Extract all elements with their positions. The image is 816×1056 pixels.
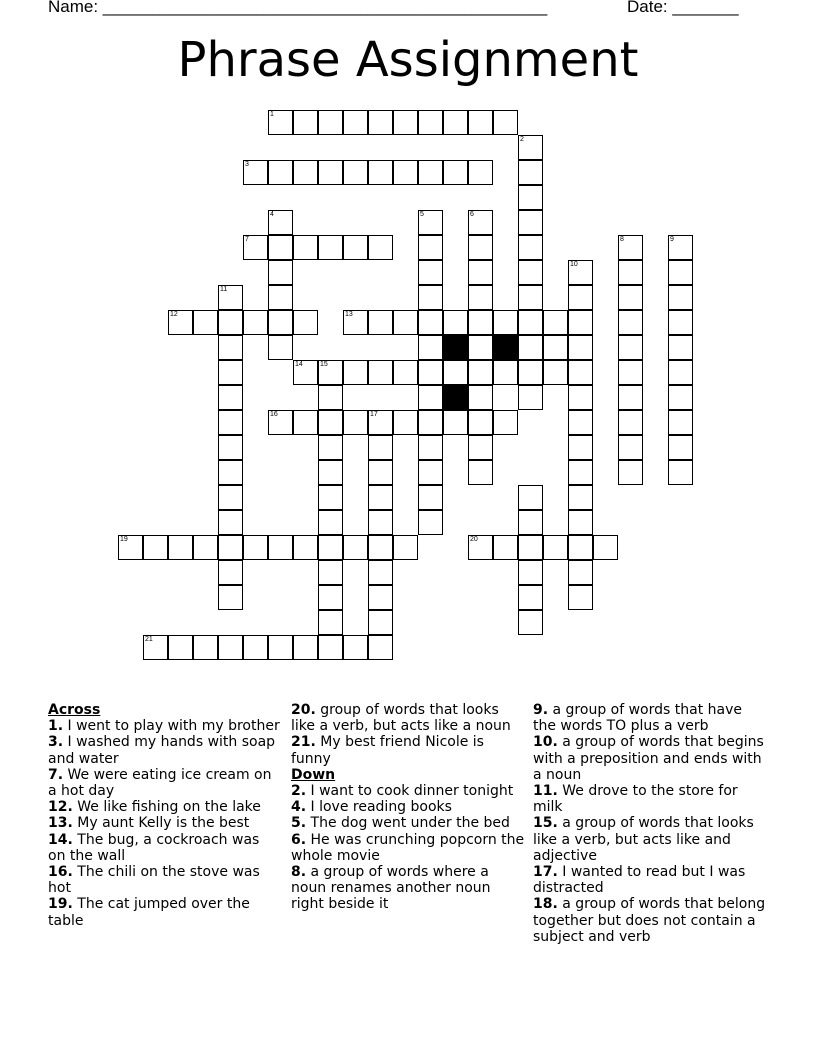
- clue-number: 5.: [291, 815, 307, 832]
- clue-number: 2.: [291, 783, 307, 800]
- clue-number: 3: [245, 161, 249, 168]
- grid-cell[interactable]: [318, 110, 343, 135]
- clue: [533, 783, 769, 815]
- clue: [48, 799, 280, 815]
- clue: [48, 815, 280, 831]
- grid-cell[interactable]: [418, 435, 443, 460]
- grid-cell[interactable]: [368, 460, 393, 485]
- grid-cell[interactable]: [618, 385, 643, 410]
- grid-cell[interactable]: [268, 635, 293, 660]
- grid-cell[interactable]: [543, 535, 568, 560]
- grid-cell[interactable]: [593, 535, 618, 560]
- clue-text: I wanted to read but I was distracted: [533, 864, 746, 897]
- page-title: Phrase Assignment: [177, 32, 639, 88]
- clue: [533, 896, 769, 945]
- grid-cell[interactable]: [318, 560, 343, 585]
- clue-number: 14: [295, 361, 303, 368]
- clues-column-1: [48, 702, 280, 929]
- grid-cell[interactable]: [443, 160, 468, 185]
- clue: [533, 734, 769, 783]
- grid-cell[interactable]: [468, 360, 493, 385]
- grid-cell[interactable]: [418, 310, 443, 335]
- grid-cell[interactable]: [668, 285, 693, 310]
- grid-cell[interactable]: [218, 335, 243, 360]
- grid-cell[interactable]: [568, 285, 593, 310]
- clue-number: 1: [270, 111, 274, 118]
- across-clue-list: [48, 718, 280, 929]
- grid-cell[interactable]: [443, 410, 468, 435]
- down-clue-list: [291, 783, 527, 913]
- grid-cell[interactable]: [418, 260, 443, 285]
- clue-number: 19.: [48, 896, 73, 913]
- clue-text: a group of words that looks like a verb, but acts like and adjective: [533, 815, 754, 864]
- grid-cell[interactable]: [468, 385, 493, 410]
- grid-cell[interactable]: [568, 460, 593, 485]
- grid-cell[interactable]: [518, 535, 543, 560]
- grid-cell[interactable]: [618, 335, 643, 360]
- grid-cell[interactable]: [268, 410, 293, 435]
- clue-number: 5: [420, 211, 424, 218]
- grid-cell[interactable]: [193, 310, 218, 335]
- clue-number: 3.: [48, 734, 64, 751]
- clue: [48, 718, 280, 734]
- grid-cell[interactable]: [268, 335, 293, 360]
- date-field[interactable]: Date: _______: [627, 0, 739, 16]
- grid-cell[interactable]: [493, 360, 518, 385]
- grid-cell[interactable]: [568, 335, 593, 360]
- grid-cell[interactable]: [493, 410, 518, 435]
- grid-cell[interactable]: [218, 460, 243, 485]
- grid-cell[interactable]: [468, 335, 493, 360]
- grid-cell[interactable]: [568, 435, 593, 460]
- clue-number: 18.: [533, 896, 558, 913]
- clue-number: 12: [170, 311, 178, 318]
- grid-cell[interactable]: [368, 435, 393, 460]
- grid-cell[interactable]: [318, 460, 343, 485]
- clue: [291, 734, 527, 766]
- grid-cell[interactable]: [293, 310, 318, 335]
- grid-cell[interactable]: [468, 435, 493, 460]
- grid-cell[interactable]: [218, 560, 243, 585]
- grid-cell[interactable]: [468, 285, 493, 310]
- grid-cell[interactable]: [418, 210, 443, 235]
- clue-text: a group of words that begins with a preposition and ends with a noun: [533, 734, 764, 783]
- clue-text: We drove to the store for milk: [533, 783, 738, 816]
- grid-cell[interactable]: [368, 310, 393, 335]
- grid-cell[interactable]: [343, 635, 368, 660]
- grid-cell[interactable]: [293, 160, 318, 185]
- grid-cell[interactable]: [618, 235, 643, 260]
- grid-cell[interactable]: [493, 310, 518, 335]
- clue-number: 21: [145, 636, 153, 643]
- grid-cell[interactable]: [293, 635, 318, 660]
- clue: [533, 864, 769, 896]
- clue-text: The chili on the stove was hot: [48, 864, 260, 897]
- grid-cell[interactable]: [243, 310, 268, 335]
- grid-cell[interactable]: [268, 260, 293, 285]
- grid-cell[interactable]: [218, 285, 243, 310]
- clue-number: 11: [220, 286, 228, 293]
- grid-cell[interactable]: [243, 235, 268, 260]
- grid-cell[interactable]: [268, 235, 293, 260]
- grid-cell[interactable]: [518, 160, 543, 185]
- clue-number: 7: [245, 236, 249, 243]
- grid-cell[interactable]: [443, 360, 468, 385]
- grid-cell[interactable]: [668, 260, 693, 285]
- clue-number: 11.: [533, 783, 558, 800]
- grid-cell[interactable]: [518, 335, 543, 360]
- clue: [291, 702, 527, 734]
- clue-text: My aunt Kelly is the best: [72, 815, 250, 832]
- grid-cell[interactable]: [368, 110, 393, 135]
- grid-cell[interactable]: [243, 160, 268, 185]
- grid-cell[interactable]: [668, 435, 693, 460]
- clue-number: 4: [270, 211, 274, 218]
- blocked-cell: [493, 335, 518, 360]
- grid-cell[interactable]: [218, 385, 243, 410]
- grid-cell[interactable]: [668, 460, 693, 485]
- grid-cell[interactable]: [218, 435, 243, 460]
- grid-cell[interactable]: [618, 285, 643, 310]
- grid-cell[interactable]: [343, 410, 368, 435]
- grid-cell[interactable]: [168, 535, 193, 560]
- grid-cell[interactable]: [618, 435, 643, 460]
- grid-cell[interactable]: [118, 535, 143, 560]
- grid-cell[interactable]: [468, 410, 493, 435]
- grid-cell[interactable]: [568, 360, 593, 385]
- clue-text: a group of words where a noun renames another noun right beside it: [291, 864, 491, 913]
- clue-text: group of words that looks like a verb, but acts like a noun: [291, 702, 511, 735]
- clue: [533, 702, 769, 734]
- grid-cell[interactable]: [418, 385, 443, 410]
- grid-cell[interactable]: [193, 535, 218, 560]
- clue-number: 6.: [291, 831, 307, 848]
- clue-number: 9: [670, 236, 674, 243]
- grid-cell[interactable]: [543, 310, 568, 335]
- clue: [48, 896, 280, 928]
- grid-cell[interactable]: [168, 310, 193, 335]
- grid-cell[interactable]: [518, 210, 543, 235]
- grid-cell[interactable]: [418, 360, 443, 385]
- grid-cell[interactable]: [218, 635, 243, 660]
- grid-cell[interactable]: [318, 360, 343, 385]
- clue: [48, 832, 280, 864]
- grid-cell[interactable]: [268, 535, 293, 560]
- grid-cell[interactable]: [343, 310, 368, 335]
- clue-number: 13: [345, 311, 353, 318]
- grid-cell[interactable]: [518, 360, 543, 385]
- clue: [48, 767, 280, 799]
- grid-cell[interactable]: [468, 260, 493, 285]
- grid-cell[interactable]: [518, 185, 543, 210]
- clue-number: 12.: [48, 799, 73, 816]
- grid-cell[interactable]: [368, 410, 393, 435]
- grid-cell[interactable]: [418, 410, 443, 435]
- grid-cell[interactable]: [343, 160, 368, 185]
- grid-cell[interactable]: [418, 485, 443, 510]
- grid-cell[interactable]: [318, 635, 343, 660]
- grid-cell[interactable]: [343, 235, 368, 260]
- clue-number: 16: [270, 411, 278, 418]
- clue-number: 13.: [48, 815, 73, 832]
- grid-cell[interactable]: [143, 535, 168, 560]
- grid-cell[interactable]: [568, 510, 593, 535]
- clue: [291, 783, 527, 799]
- grid-cell[interactable]: [543, 335, 568, 360]
- grid-cell[interactable]: [218, 535, 243, 560]
- clue-number: 17: [370, 411, 378, 418]
- grid-cell[interactable]: [668, 385, 693, 410]
- grid-cell[interactable]: [668, 335, 693, 360]
- grid-cell[interactable]: [618, 360, 643, 385]
- clue-number: 20.: [291, 702, 316, 718]
- grid-cell[interactable]: [218, 510, 243, 535]
- grid-cell[interactable]: [468, 160, 493, 185]
- grid-cell[interactable]: [293, 535, 318, 560]
- grid-cell[interactable]: [368, 485, 393, 510]
- clue-number: 19: [120, 536, 128, 543]
- grid-cell[interactable]: [368, 535, 393, 560]
- grid-cell[interactable]: [418, 235, 443, 260]
- grid-cell[interactable]: [293, 410, 318, 435]
- grid-cell[interactable]: [518, 235, 543, 260]
- grid-cell[interactable]: [568, 410, 593, 435]
- clue-text: We were eating ice cream on a hot day: [48, 766, 272, 800]
- clue-text: We like fishing on the lake: [72, 799, 261, 816]
- grid-cell[interactable]: [468, 460, 493, 485]
- grid-cell[interactable]: [518, 510, 543, 535]
- clue-number: 17.: [533, 864, 558, 881]
- down-heading: Down: [291, 766, 336, 783]
- grid-cell[interactable]: [493, 535, 518, 560]
- clue: [48, 734, 280, 766]
- grid-cell[interactable]: [218, 410, 243, 435]
- clue-number: 9.: [533, 702, 549, 718]
- grid-cell[interactable]: [218, 485, 243, 510]
- grid-cell[interactable]: [418, 160, 443, 185]
- clue-text: a group of words that have the words TO plus a verb: [533, 702, 742, 735]
- across-heading: Across: [48, 702, 101, 718]
- grid-cell[interactable]: [293, 360, 318, 385]
- grid-cell[interactable]: [168, 635, 193, 660]
- clue-text: The cat jumped over the table: [48, 896, 250, 929]
- grid-cell[interactable]: [418, 510, 443, 535]
- grid-cell[interactable]: [468, 310, 493, 335]
- clue-number: 1.: [48, 718, 64, 735]
- grid-cell[interactable]: [393, 410, 418, 435]
- grid-cell[interactable]: [518, 585, 543, 610]
- blocked-cell: [443, 335, 468, 360]
- grid-cell[interactable]: [393, 310, 418, 335]
- clue-text: I want to cook dinner tonight: [306, 783, 514, 800]
- clue-number: 16.: [48, 864, 73, 881]
- grid-cell[interactable]: [293, 235, 318, 260]
- grid-cell[interactable]: [568, 535, 593, 560]
- grid-cell[interactable]: [218, 360, 243, 385]
- blocked-cell: [443, 385, 468, 410]
- name-field[interactable]: Name: _______________________________________________: [48, 0, 548, 16]
- grid-cell[interactable]: [368, 160, 393, 185]
- clue: [533, 815, 769, 864]
- grid-cell[interactable]: [318, 585, 343, 610]
- across-clue-list-continued: [291, 702, 527, 767]
- grid-cell[interactable]: [143, 635, 168, 660]
- grid-cell[interactable]: [618, 460, 643, 485]
- grid-cell[interactable]: [518, 135, 543, 160]
- grid-cell[interactable]: [393, 110, 418, 135]
- grid-cell[interactable]: [568, 310, 593, 335]
- clue-number: 20: [470, 536, 478, 543]
- clue-number: 8: [620, 236, 624, 243]
- clue-number: 7.: [48, 766, 64, 783]
- grid-cell[interactable]: [418, 285, 443, 310]
- clue-text: I washed my hands with soap and water: [48, 734, 276, 767]
- grid-cell[interactable]: [568, 560, 593, 585]
- grid-cell[interactable]: [393, 360, 418, 385]
- clue-number: 14.: [48, 831, 73, 848]
- clue-number: 21.: [291, 734, 316, 751]
- grid-cell[interactable]: [318, 160, 343, 185]
- grid-cell[interactable]: [318, 410, 343, 435]
- grid-cell[interactable]: [518, 560, 543, 585]
- clues-column-2: [291, 702, 527, 913]
- clue: [291, 815, 527, 831]
- grid-cell[interactable]: [518, 285, 543, 310]
- grid-cell[interactable]: [368, 235, 393, 260]
- clue: [48, 864, 280, 896]
- clue-text: My best friend Nicole is funny: [291, 734, 484, 767]
- grid-cell[interactable]: [518, 260, 543, 285]
- grid-cell[interactable]: [618, 410, 643, 435]
- clue-number: 6: [470, 211, 474, 218]
- grid-cell[interactable]: [443, 310, 468, 335]
- grid-cell[interactable]: [618, 260, 643, 285]
- grid-cell[interactable]: [268, 160, 293, 185]
- grid-cell[interactable]: [268, 310, 293, 335]
- clue-text: The bug, a cockroach was on the wall: [48, 831, 260, 864]
- clue-text: I went to play with my brother: [63, 718, 280, 735]
- clue-text: He was crunching popcorn the whole movie: [291, 831, 525, 864]
- grid-cell[interactable]: [368, 585, 393, 610]
- grid-cell[interactable]: [393, 160, 418, 185]
- grid-cell[interactable]: [243, 535, 268, 560]
- grid-cell[interactable]: [268, 110, 293, 135]
- grid-cell[interactable]: [568, 585, 593, 610]
- grid-cell[interactable]: [268, 285, 293, 310]
- grid-cell[interactable]: [368, 510, 393, 535]
- grid-cell[interactable]: [368, 635, 393, 660]
- grid-cell[interactable]: [543, 360, 568, 385]
- grid-cell[interactable]: [618, 310, 643, 335]
- grid-cell[interactable]: [568, 260, 593, 285]
- clue-number: 4.: [291, 799, 307, 816]
- grid-cell[interactable]: [343, 535, 368, 560]
- down-clue-list-continued: [533, 702, 769, 945]
- grid-cell[interactable]: [318, 385, 343, 410]
- clues-column-3: [533, 702, 769, 945]
- clue: [291, 864, 527, 913]
- clue-number: 10: [570, 261, 578, 268]
- grid-cell[interactable]: [518, 610, 543, 635]
- grid-cell[interactable]: [468, 235, 493, 260]
- grid-cell[interactable]: [493, 110, 518, 135]
- clue-number: 8.: [291, 864, 307, 881]
- clue: [291, 799, 527, 815]
- grid-cell[interactable]: [468, 110, 493, 135]
- grid-cell[interactable]: [218, 585, 243, 610]
- grid-cell[interactable]: [668, 310, 693, 335]
- grid-cell[interactable]: [518, 385, 543, 410]
- grid-cell[interactable]: [418, 335, 443, 360]
- clue-text: a group of words that belong together but does not contain a subject and verb: [533, 896, 766, 945]
- clue-number: 2: [520, 136, 524, 143]
- grid-cell[interactable]: [193, 635, 218, 660]
- grid-cell[interactable]: [418, 110, 443, 135]
- grid-cell[interactable]: [518, 485, 543, 510]
- clue-text: I love reading books: [306, 799, 452, 816]
- grid-cell[interactable]: [268, 210, 293, 235]
- grid-cell[interactable]: [393, 535, 418, 560]
- grid-cell[interactable]: [318, 535, 343, 560]
- grid-cell[interactable]: [668, 360, 693, 385]
- clue-number: 10.: [533, 734, 558, 751]
- grid-cell[interactable]: [343, 360, 368, 385]
- grid-cell[interactable]: [368, 560, 393, 585]
- grid-cell[interactable]: [243, 635, 268, 660]
- grid-cell[interactable]: [443, 110, 468, 135]
- grid-cell[interactable]: [318, 610, 343, 635]
- grid-cell[interactable]: [518, 310, 543, 335]
- grid-cell[interactable]: [668, 410, 693, 435]
- grid-cell[interactable]: [468, 535, 493, 560]
- grid-cell[interactable]: [318, 510, 343, 535]
- grid-cell[interactable]: [418, 460, 443, 485]
- grid-cell[interactable]: [568, 385, 593, 410]
- clue: [291, 832, 527, 864]
- clue-number: 15: [320, 361, 328, 368]
- grid-cell[interactable]: [568, 485, 593, 510]
- grid-cell[interactable]: [318, 485, 343, 510]
- clue-number: 15.: [533, 815, 558, 832]
- grid-cell[interactable]: [468, 210, 493, 235]
- grid-cell[interactable]: [218, 310, 243, 335]
- grid-cell[interactable]: [318, 235, 343, 260]
- grid-cell[interactable]: [368, 360, 393, 385]
- grid-cell[interactable]: [668, 235, 693, 260]
- grid-cell[interactable]: [343, 110, 368, 135]
- clue-text: The dog went under the bed: [306, 815, 510, 832]
- grid-cell[interactable]: [368, 610, 393, 635]
- grid-cell[interactable]: [318, 435, 343, 460]
- grid-cell[interactable]: [293, 110, 318, 135]
